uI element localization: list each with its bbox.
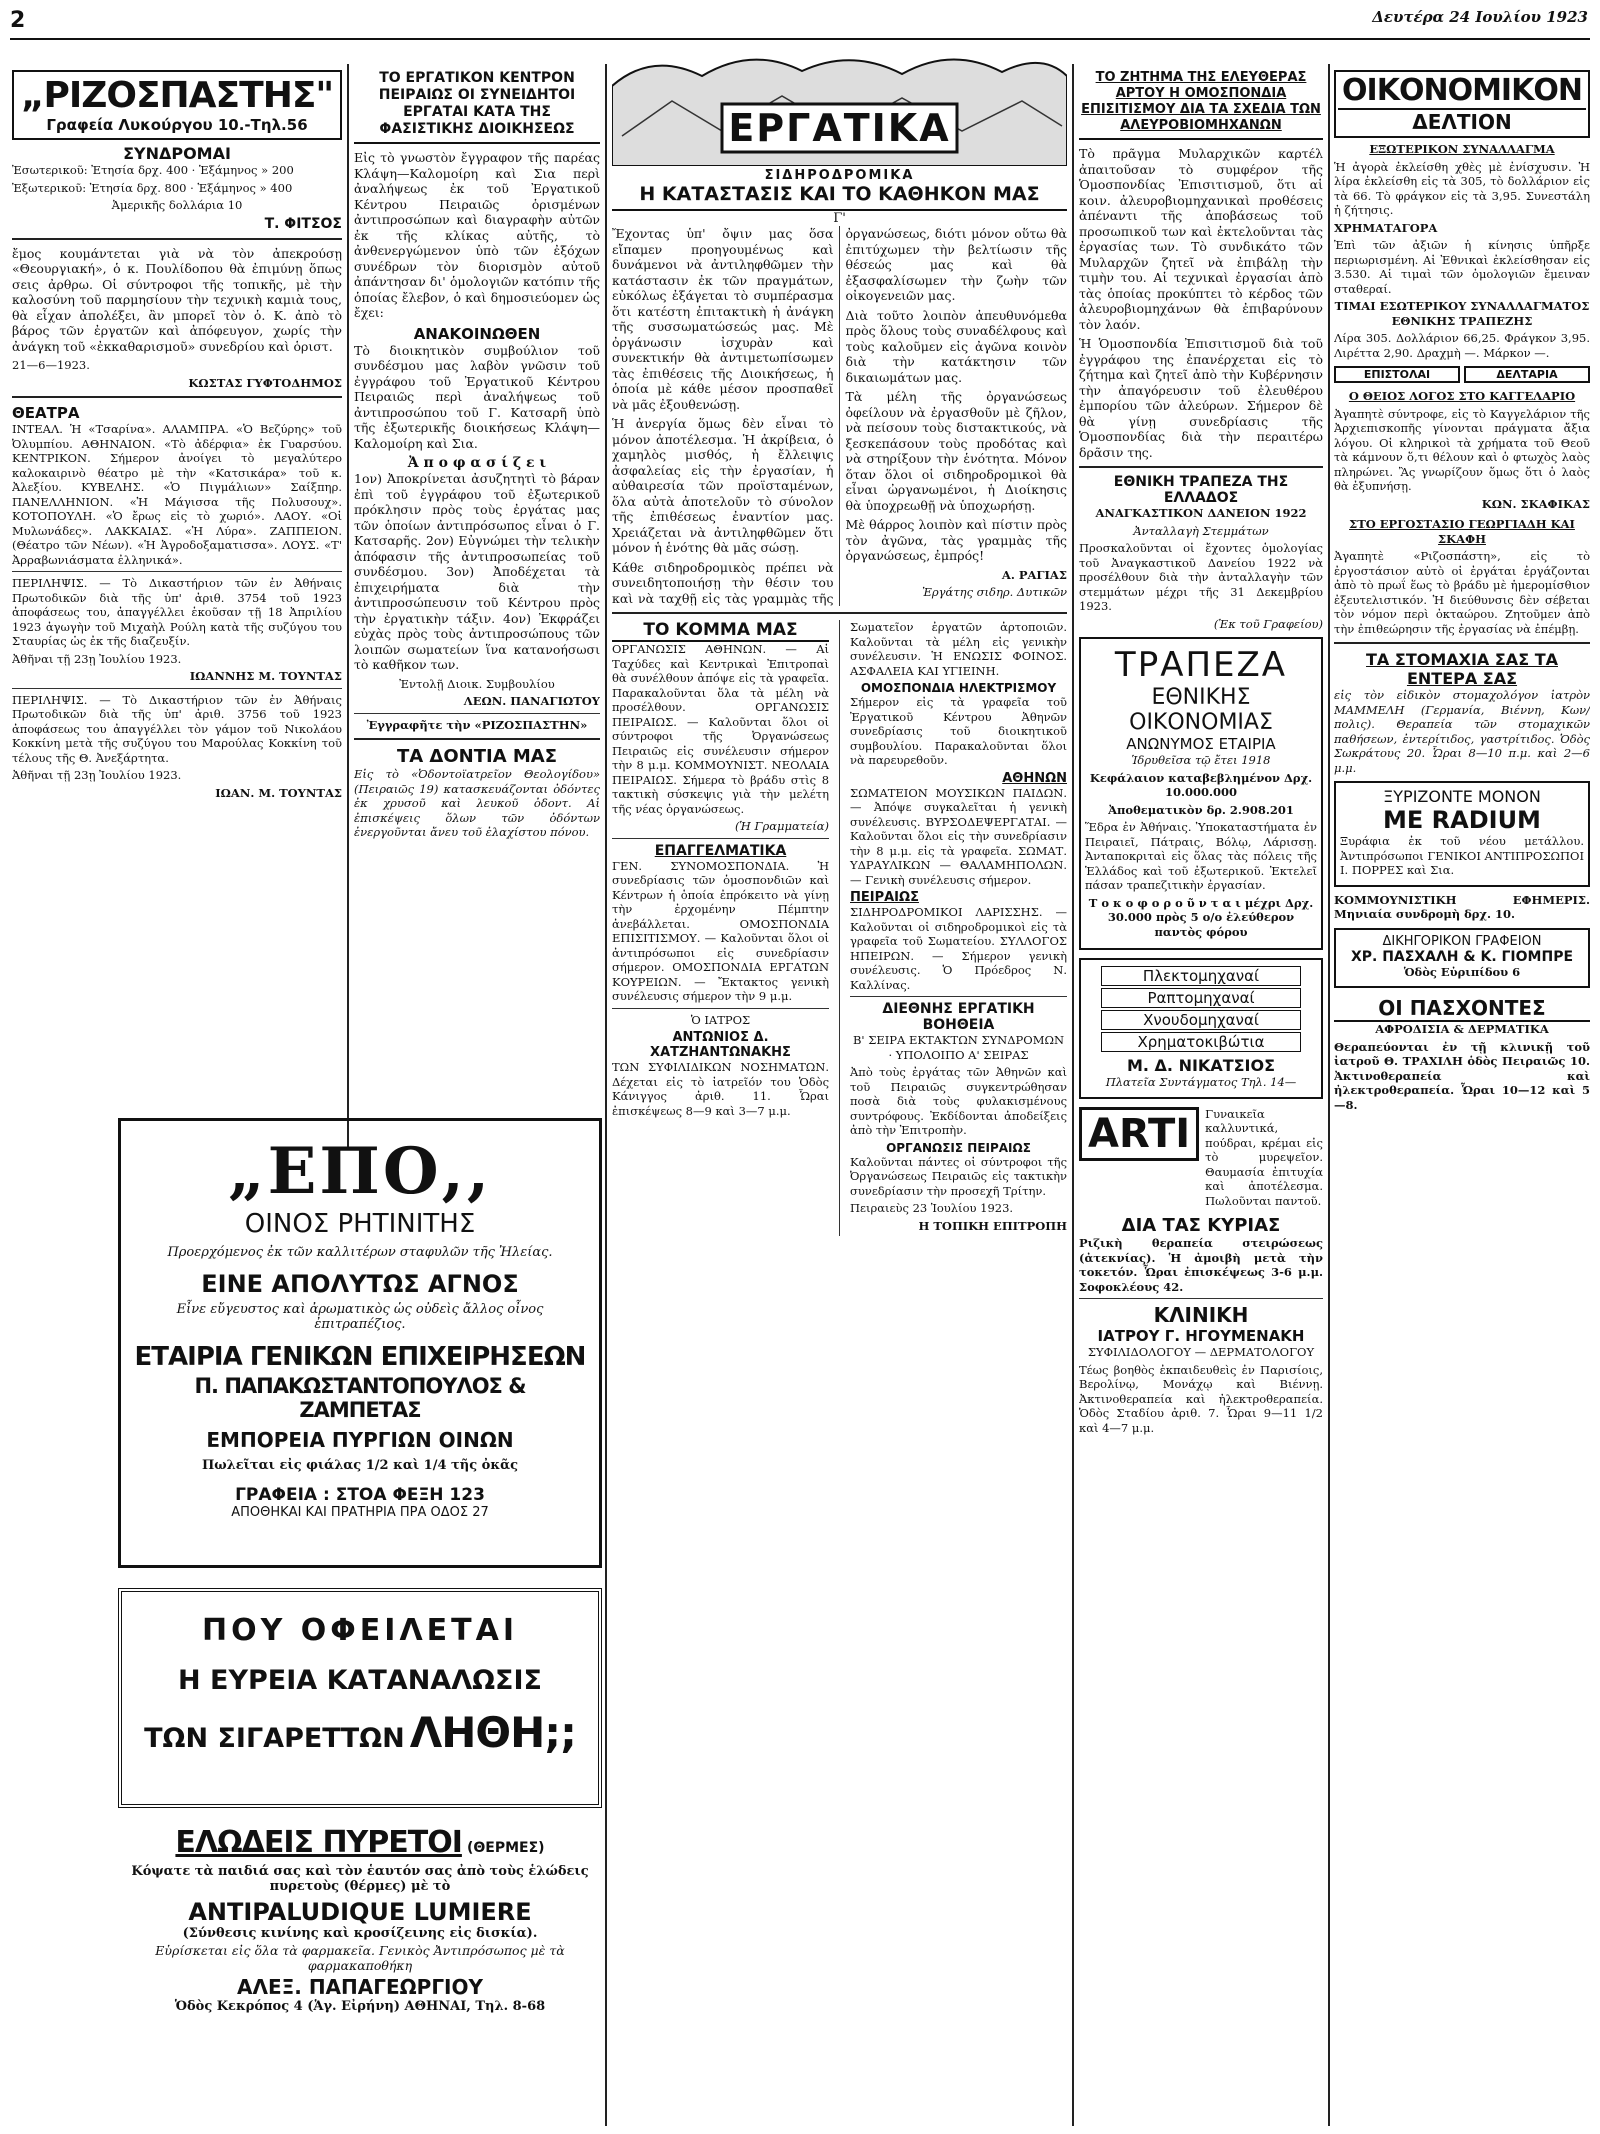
column-rule xyxy=(1072,64,1074,2126)
signature: ΛΕΩΝ. ΠΑΝΑΓΙΩΤΟΥ xyxy=(463,694,600,708)
tab-cards: ΔΕΛΤΑΡΙΑ xyxy=(1464,366,1590,383)
machine-item: Ραπτομηχαναί xyxy=(1101,988,1301,1008)
ad-epo-wine xyxy=(118,1118,602,1568)
ad-lithi-line: ΠΟΥ ΟΦΕΙΛΕΤΑΙ xyxy=(202,1613,518,1648)
organ-text: Καλοῦνται πάντες οἱ σύντροφοι τῆς Ὀργανώσεως Πειραιῶς εἰς τακτικὴν συνεδρίασιν τὴν προσεχῆ Τρίτην. xyxy=(850,1154,1067,1198)
notice-date: Ἀθῆναι τῇ 23ῃ Ἰουλίου 1923. xyxy=(12,768,182,782)
subscription-line: Ἐξωτερικοῦ: Ἐτησία δρχ. 800 · Ἑξάμηνος » 400 xyxy=(12,180,293,195)
ad-epo-company: ΕΤΑΙΡΙΑ ΓΕΝΙΚΩΝ ΕΠΙΧΕΙΡΗΣΕΩΝ xyxy=(134,1342,586,1372)
tab-letters: ΕΠΙΣΤΟΛΑΙ xyxy=(1334,366,1460,383)
masthead-office: Γραφεία Λυκούργου 10.-Τηλ.56 xyxy=(46,116,308,134)
notices-section xyxy=(850,620,1067,1236)
decision-points: 1ον) Ἀποκρίνεται ἀσυζητητὶ τὸ βάραν ἐπὶ τοῦ ἐγγράφου τοῦ ἐξωτερικοῦ πρόκλησιν πρὸς τοὺς ἐργάτας μας τῶν ὁποίων ἀντιπρόσωπος εἶναι ὁ Γ. Κατσαρῆς. 2ον) Εὐγνώμει τὴν τελικὴν ἀπόφασιν τῆς ἀντιπροσωπείας τοῦ συνδέσμου. 3ον) Ἀποδέχεται τὰ ἐπιχειρήματα διὰ τὴν ἀντιπροσώπευσιν τοῦ Κέντρου πρὸς τὴν ἐργατικὴν τάξιν. 4ον) Ἐκφράζει εὐχὰς πρὸς τοὺς ἀντιπροσώπους τῶν λοιπῶν σωματείων ἵνα κατανοήσωσι τὸ καθῆκον των. xyxy=(354,471,600,672)
theatres-list: ΙΝΤΕΑΛ. Ἡ «Τσαρίνα». ΑΛΑΜΠΡΑ. «Ὁ Βεζύρης» τοῦ Ὀλυμπίου. ΑΘΗΝΑΙΟΝ. «Τὸ ἀδέρφια» ἐκ Γυαρσύου. ΚΕΝΤΡΙΚΟΝ. Σήμερον ἀνοίγει τὸ μεγαλύτερο καλοκαιρινὸ θέατρο μὲ τὴν «Κατσικάρα» τοῦ κ. Ἀλεξίου. ΚΥΒΕΛΗΣ. «Ὁ Πιγμάλιων» Σαίξπηρ. ΠΑΝΕΛΛΗΝΙΟΝ. «Ἡ Μάγισσα τῆς Πολυσουχ». ΚΟΤΟΠΟΥΛΗ. «Ὁ ἔρως εἰς τὸ χωριό». ΛΑΟΥ. «Οἱ Μυλωνάδες». ΛΑΚΚΑΙΑΣ. «Ἡ Λύρα». ΖΑΠΠΕΙΟΝ. (Θέατρο τῶν Νέων). «Ἡ Ἀγροδοξαματισσα». ΛΟΥΣ. «Τ' Ἀρραβωνιάσματα ἐλληνικά». xyxy=(12,422,342,567)
lawyer-address: Ὁδὸς Εὐριπίδου 6 xyxy=(1403,964,1521,979)
notice-signature: ΙΩΑΝ. Μ. ΤΟΥΝΤΑΣ xyxy=(215,785,342,800)
article-signature-role: Ἐργάτης σιδηρ. Δυτικῶν xyxy=(922,585,1067,599)
article-paragraph: Διὰ τοῦτο λοιπὸν ἀπευθυνόμεθα πρὸς ὅλους τοὺς συναδέλφους καὶ τοὺς καλοῦμεν εἰς ἀγῶνα κοινὸν διὰ τὴν κατάκτησιν τῶν δικαιωμάτων μας. xyxy=(845,307,1067,385)
patients-text: Θεραπεύονται ἐν τῇ κλινικῇ τοῦ ἰατροῦ Θ. ΤΡΑΧΙΛΗ ὁδὸς Πειραιῶς 10. Ἀκτινοθεραπεία καὶ ἠλεκτροθεραπεία. Ὧραι 10—12 καὶ 5—8. xyxy=(1334,1039,1590,1112)
ad-fever xyxy=(118,1825,602,2014)
bread-paragraph: Τὸ πρᾶγμα Μυλαρχικῶν καρτέλ ἀπαιτοῦσαν τὸ συμφέρον τῆς Ὁμοσπονδίας Ἐπισιτισμοῦ, ὅτι αἱ κοιν. ἀλευροβιομηχανικαὶ προθέσεις ἀπέναντι τῆς ἀποβάσεως τοῦ προσωπικοῦ των καὶ ἐκτελοῦνται τὰς ἐργασίας των. Τὸ συνδικάτο τῶν Μυλαρχῶν ζητεῖ νὰ ἐπιβάλῃ τὴν τιμὴν του. Αἱ τεχνικαὶ ἐργασίαι ἀπὸ τὰς ὁποίας προκύπτει τὸ κέρδος τῶν ἀλευροβιομηχάνων θὰ ἐπιβαρύνουν τὸν λαόν. xyxy=(1079,146,1323,332)
bread-paragraph: Ἡ Ὁμοσπονδία Ἐπισιτισμοῦ διὰ τοῦ ἐγγράφου της ἐπανέρχεται εἰς τὸ ζήτημα καὶ ζητεῖ ἀπὸ τὴν Κυβέρνησιν τὴν ἀπαγόρευσιν τοῦ ἐλευθέρου ἐμπορίου τῶν ἀλεύρων. Σήμερον δὲ θὰ γίνῃ συνεδρίασις τῆς Ὁμοσπονδίας διὰ τὴν περαιτέρω δρᾶσιν της. xyxy=(1079,336,1323,460)
ad-epo-offices: ΓΡΑΦΕΙΑ : ΣΤΟΑ ΦΕΞΗ 123 xyxy=(235,1485,485,1505)
section-label: ΣΙΔΗΡΟΔΡΟΜΙΚΑ xyxy=(764,168,915,183)
doctor-label: Ὁ ΙΑΤΡΟΣ xyxy=(690,1012,751,1027)
lawyer-title: ΔΙΚΗΓΟΡΙΚΟΝ ΓΡΑΦΕΙΟΝ xyxy=(1382,933,1542,949)
lawyer-names: ΧΡ. ΠΑΣΧΑΛΗ & Κ. ΓΙΟΜΠΡΕ xyxy=(1350,948,1574,965)
finance-subtitle: ΔΕΛΤΙΟΝ xyxy=(1338,108,1586,134)
trapeza-capital: Κεφάλαιον καταβεβλημένον Δρχ. 10.000.000 xyxy=(1089,770,1313,799)
aid-title: ΔΙΕΘΝΗΣ ΕΡΓΑΤΙΚΗ ΒΟΗΘΕΙΑ xyxy=(882,1001,1035,1033)
arti-text: Γυναικεῖα καλλυντικά, πούδραι, κρέμαι εἰς τὸ μυρεψεῖον. Θαυμασία ἐπιτυχία καὶ ἀποτέλεσμα. Πωλοῦνται παντοῦ. xyxy=(1205,1106,1323,1208)
ad-fever-line: Κόψατε τὰ παιδιά σας καὶ τὸν ἑαυτόν σας ἀπὸ τοὺς ἑλώδεις πυρετοὺς (θέρμες) μὲ τὸ xyxy=(131,1864,589,1894)
ad-fever-address: Ὁδὸς Κεκρόπος 4 (Ἁγ. Εἰρήνη) ΑΘΗΝΑΙ, Τηλ. 8-68 xyxy=(174,1999,546,2014)
party-signature: (Ἡ Γραμματεία) xyxy=(734,819,830,833)
stock-title: ΧΡΗΜΑΤΑΓΟΡΑ xyxy=(1334,220,1438,235)
trapeza-text: Ἕδρα ἐν Ἀθήναις. Ὑποκαταστήματα ἐν Πειραιεῖ, Πάτραις, Βόλῳ, Λάρισσῃ. Ἀνταποκριταὶ εἰς ὅλας τὰς πόλεις τῆς Ἑλλάδος καὶ τοῦ ἐξωτερικοῦ. Ἐκτελεῖ πάσαν τραπεζιτικὴν ἐργασίαν. xyxy=(1085,820,1317,892)
finance-title: ΟΙΚΟΝΟΜΙΚΟΝ xyxy=(1342,73,1582,108)
machine-item: Χρηματοκιβώτια xyxy=(1101,1032,1301,1052)
article-paragraph: Μὲ θάρρος λοιπὸν καὶ πίστιν πρὸς τὸν ἀγῶνα, τὰς γραμμὰς τῆς ὀργανώσεως, ἐμπρός! xyxy=(845,517,1067,563)
ad-epo-price: Πωλεῖται εἰς φιάλας 1/2 καὶ 1/4 τῆς ὀκᾶς xyxy=(201,1458,519,1473)
ad-fever-title: ΕΛΩΔΕΙΣ ΠΥΡΕΤΟΙ xyxy=(175,1825,462,1860)
ad-lithi-line: ΤΩΝ ΣΙΓΑΡΕΤΤΩΝ xyxy=(144,1723,405,1754)
ad-fever-rep: ΑΛΕΞ. ΠΑΠΑΓΕΩΡΓΙΟΥ xyxy=(237,1975,483,1999)
ad-lithi-brand: ΛΗΘΗ;; xyxy=(409,1708,576,1757)
stock-text: Ἐπὶ τῶν ἀξιῶν ἡ κίνησις ὑπῆρξε περιωρισμένη. Αἱ Ἐθνικαὶ ἐκλείσθησαν εἰς 3.530. Αἱ τιμαὶ τῶν ὁμολογιῶν ἔμειναν σταθεραί. xyxy=(1334,238,1590,296)
article-headline: ΤΟ ΕΡΓΑΤΙΚΟΝ ΚΕΝΤΡΟΝ ΠΕΙΡΑΙΩΣ ΟΙ ΣΥΝΕΙΔΗΤΟΙ ΕΡΓΑΤΑΙ ΚΑΤΑ ΤΗΣ ΦΑΣΙΣΤΙΚΗΣ ΔΙΟΙΚΗΣΕΩΣ xyxy=(354,70,600,144)
director-name: Τ. ΦΙΤΣΟΣ xyxy=(264,215,342,232)
column-6 xyxy=(1334,70,1590,2126)
ladies-title: ΔΙΑ ΤΑΣ ΚΥΡΙΑΣ xyxy=(1121,1215,1281,1236)
ladies-text: Ριζικὴ θεραπεία στειρώσεως (ἀτεκνίας). Ἡ ἀμοιβὴ μετὰ τὴν τοκετόν. Ὧραι ἐπισκέψεως 3-6 μ.μ. Σοφοκλέους 42. xyxy=(1079,1236,1323,1294)
party-title: ΤΟ ΚΟΜΜΑ ΜΑΣ xyxy=(612,620,829,642)
ad-lithi-cigarettes xyxy=(118,1588,602,1808)
radium-line: ΞΥΡΙΖΟΝΤΕ ΜΟΝΟΝ xyxy=(1383,787,1541,806)
komm-notice: ΚΟΜΜΟΥΝΙΣΤΙΚΗ ΕΦΗΜΕΡΙΣ. Μηνιαία συνδρομὴ δρχ. 10. xyxy=(1334,892,1590,921)
article-paragraph: Ἡ ἀνεργία ὅμως δὲν εἶναι τὸ μόνον ἀποτέλεσμα. Ἡ ἀκρίβεια, ὁ χαμηλὸς μισθός, ἡ ἔλλειψις ἀσφαλείας εἰς τὴν ἐργασίαν, ἡ αὐθαιρεσία τῶν προϊσταμένων, ὅλα αὐτὰ ἀποτελοῦν τὸ σύνολον τῆς ἐπιθέσεως ἐναντίον μας. Χρειάζεται νὰ ἀντιληφθῶμεν ὅτι μόνον ἡ ἑνότης θὰ μᾶς σώσῃ. xyxy=(612,416,834,555)
subscription-line: Ἀμερικῆς δολλάρια 10 xyxy=(111,198,243,212)
trapeza-title: ΕΘΝΙΚΗΣ ΟΙΚΟΝΟΜΙΑΣ xyxy=(1129,685,1273,735)
aid-subtitle: Β' ΣΕΙΡΑ ΕΚΤΑΚΤΩΝ ΣΥΝΔΡΟΜΩΝ · ΥΠΟΛΟΙΠΟ Α' ΣΕΙΡΑΣ xyxy=(852,1033,1065,1062)
teeth-text: Εἰς τὸ «Ὀδοντοϊατρεῖον Θεολογίδου» (Πειραιῶς 19) κατασκευάζονται ὀδόντες ἐκ χρυσοῦ καὶ λευκοῦ ὀδοντ. Αἱ ἐπισκέψεις ὅλων τῶν ὀδόντων ἐνεργοῦνται ἄνευ τοῦ ἐλαχίστου πόνου. xyxy=(354,767,600,839)
letters-tabs xyxy=(1334,366,1590,383)
masthead-title: „ΡΙΖΟΣΠΑΣΤΗΣ" xyxy=(20,75,334,116)
ad-radium xyxy=(1334,781,1590,887)
bank-subtitle: Ἀνταλλαγὴ Στεμμάτων xyxy=(1133,523,1269,538)
article-columns xyxy=(612,226,1067,606)
ad-epo-subtitle: ΟΙΝΟΣ ΡΗΤΙΝΙΤΗΣ xyxy=(244,1209,476,1239)
trapeza-founded: Ἱδρυθεῖσα τῷ ἔτει 1918 xyxy=(1131,753,1271,767)
issue-date: Δευτέρα 24 Ιουλίου 1923 xyxy=(1372,8,1588,26)
masthead-box xyxy=(12,70,342,140)
main-headline: Η ΚΑΤΑΣΤΑΣΙΣ ΚΑΙ ΤΟ ΚΑΘΗΚΟΝ ΜΑΣ xyxy=(612,183,1067,211)
letter-text: ἔμος κουμάντεται γιὰ νὰ τὸν ἀπεκρούσῃ «Θεουργιακή», ὁ κ. Πουλίδοπου θὰ ἐπιμύνῃ ὅπως σεις ἀρθρω. Οἱ σύντροφοι τῆς τοπικῆς, μὲ τὴν καλοσύνη τοῦ παρμησίουν τὴν τεχνικὴ καμιὰ τους, θὰ εἶχαν ἀπολέξει, ἂν μπορεῖ τὸν ὁ. Κ. ἀπὸ τὸ βάρος τῶν ἐργατῶν καὶ ἀπόφευγον, χωρίς τὴν ἀνάγκη τοῦ «ἐκκαθαρισμοῦ» συνεδρίου καὶ ὁριστ. xyxy=(12,245,342,354)
notice-date: Ἀθῆναι τῇ 23ῃ Ἰουλίου 1923. xyxy=(12,651,182,666)
ad-epo-line: Προερχόμενος ἐκ τῶν καλλιτέρων σταφυλῶν τῆς Ἠλείας. xyxy=(167,1245,553,1260)
ad-fever-subtitle: (ΘΕΡΜΕΣ) xyxy=(466,1840,545,1856)
article-paragraph: Τὰ μέλη τῆς ὀργανώσεως ὀφείλουν νὰ ἐργασθοῦν μὲ ζῆλον, νὰ πείσουν τοὺς διστακτικούς, νὰ ξεσκεπάσουν τοὺς προδότας καὶ νὰ στηρίξουν τὴν ἑνότητα. Μόνον ὅταν ὅλοι οἱ σιδηροδρομικοὶ θὰ εἶναι ὠργανωμένοι, ἡ Διοίκησις θὰ ὑποχρεωθῇ νὰ ὑποχωρήσῃ. xyxy=(845,389,1067,513)
ad-fever-line: (Σύνθεσις κινίνης καὶ κροσίζεινης εἰς δισκία). xyxy=(182,1926,538,1941)
letter-date: 21—6—1923. xyxy=(12,358,90,372)
bread-headline: ΤΟ ΖΗΤΗΜΑ ΤΗΣ ΕΛΕΥΘΕΡΑΣ ΑΡΤΟΥ Η ΟΜΟΣΠΟΝΔΙΑ ΕΠΙΣΙΤΙΣΜΟΥ ΔΙΑ ΤΑ ΣΧΕΔΙΑ ΤΩΝ ΑΛΕΥΡΟΒΙΟΜΗΧΑΝΩΝ xyxy=(1079,70,1323,140)
notice-text: Σωματεῖον ἐργατῶν ἀρτοποιῶν. Καλοῦνται τὰ μέλη εἰς γενικὴν συνέλευσιν. Ἡ ΕΝΩΣΙΣ ΦΟΙΝΟΣ. ΑΣΦΑΛΕΙΑ ΚΑΙ ΥΓΙΕΙΝΗ. xyxy=(850,620,1067,678)
ad-arti xyxy=(1079,1107,1323,1212)
prof-text: ΓΕΝ. ΣΥΝΟΜΟΣΠΟΝΔΙΑ. Ἡ συνεδρίασις τῶν ὁμοσπονδιῶν καὶ Κέντρων ἡ ὁποία ἐπρόκειτο νὰ γίνῃ τὴν ἐρχομένην Πέμπτην ἀνεβάλλεται. ΟΜΟΣΠΟΝΔΙΑ ΕΠΙΣΙΤΙΣΜΟΥ. — Καλοῦνται ὅλοι οἱ ἀντιπρόσωποι εἰς συνεδρίασιν σήμερον. ΟΜΟΣΠΟΝΔΙΑ ΕΡΓΑΤΩΝ ΚΟΥΡΕΙΩΝ. — Ἔκτακτος γενικὴ συνέλευσις σήμερον τὴν 9 μ.μ. xyxy=(612,858,830,1003)
notice-title: ΟΜΟΣΠΟΝΔΙΑ ΗΛΕΚΤΡΙΣΜΟΥ xyxy=(860,681,1057,695)
workers-text: Ἀγαπητὲ «Ριζοσπάστη», εἰς τὸ ἐργοστάσιον αὐτὸ οἱ ἐργάται ἐργάζονται ἀπὸ τὸ πρωΐ ἕως τὸ βράδυ μὲ ἡμερομίσθιον ἐξευτελιστικόν. Ἡ διεύθυνσις δὲν σέβεται τὸν νόμον περὶ ὀκταώρου. Ζητοῦμεν ἀπὸ τὴν ἐπιθεώρησιν τῆς ἐργασίας νὰ ἐπέμβῃ. xyxy=(1334,549,1590,636)
subscriptions-title: ΣΥΝΔΡΟΜΑΙ xyxy=(123,144,231,163)
notice-text: Σήμερον εἰς τὰ γραφεῖα τοῦ Ἐργατικοῦ Κέντρου Ἀθηνῶν συνεδρίασις τοῦ διοικητικοῦ συμβουλίου. Παρακαλοῦνται ὅλοι νὰ παρευρεθοῦν. xyxy=(850,695,1067,767)
page-number: 2 xyxy=(10,8,26,33)
patients-title: ΟΙ ΠΑΣΧΟΝΤΕΣ xyxy=(1334,996,1590,1022)
enroll-notice: Ἐγγραφῆτε τὴν «ΡΙΖΟΣΠΑΣΤΗΝ» xyxy=(366,717,588,732)
ad-fever-brand: ANTIPALUDIQUE LUMIERE xyxy=(188,1898,532,1926)
banner-title: ΕΡΓΑΤΙΚΑ xyxy=(728,106,951,150)
bank-subtitle: ΑΝΑΓΚΑΣΤΙΚΟΝ ΔΑΝΕΙΟΝ 1922 xyxy=(1095,506,1307,520)
workers-title: ΣΤΟ ΕΡΓΟΣΤΑΣΙΟ ΓΕΩΡΓΙΑΔΗ ΚΑΙ ΣΚΑΦΗ xyxy=(1349,517,1575,546)
notice-title: ΠΕΙΡΑΙΩΣ xyxy=(850,890,919,905)
ad-epo-pure: ΕΙΝΕ ΑΠΟΛΥΤΩΣ ΑΓΝΟΣ xyxy=(201,1270,519,1298)
ad-trapeza xyxy=(1079,637,1323,950)
column-1 xyxy=(12,70,342,1150)
machine-item: Χνουδομηχαναί xyxy=(1101,1010,1301,1030)
announcement-body: Τὸ διοικητικὸν συμβούλιον τοῦ συνδέσμου μας λαβὸν γνῶσιν τοῦ ἐγγράφου τοῦ Ἐργατικοῦ Κέντρου Πειραιῶς περὶ ἀναλήψεως τοῦ ἀντιπροσώπου τοῦ Γ. Κατσαρῆ ὑπὸ τῆς ἐξωτερικῆς διοικήσεως Κλάψη—Καλομοίρη καὶ Σια. xyxy=(354,342,600,451)
trapeza-subtitle: ΑΝΩΝΥΜΟΣ ΕΤΑΙΡΙΑ xyxy=(1126,735,1276,753)
notice-title: ΑΘΗΝΩΝ xyxy=(1002,770,1067,786)
exchange-title: ΕΞΩΤΕΡΙΚΟΝ ΣΥΝΑΛΛΑΓΜΑ xyxy=(1369,142,1555,156)
clinic-specialty: ΣΥΦΙΛΙΔΟΛΟΓΟΥ — ΔΕΡΜΑΤΟΛΟΓΟΥ xyxy=(1087,1345,1315,1359)
trapeza-reserve: Ἀποθεματικὸν δρ. 2.908.201 xyxy=(1108,802,1294,817)
party-text: ΟΡΓΑΝΩΣΙΣ ΑΘΗΝΩΝ. — Αἱ Ταχύδες καὶ Κεντρικαὶ Ἐπιτροπαὶ θὰ συνέλθουν ἀπόψε εἰς τὰ γραφεῖα. Παρακαλοῦνται ὅλα τὰ μέλη νὰ προσέλθουν. ΟΡΓΑΝΩΣΙΣ ΠΕΙΡΑΙΩΣ. — Καλοῦνται ὅλοι οἱ σύντροφοι τῆς Ὀργανώσεως Πειραιῶς εἰς συνέλευσιν σήμερον τὴν 8 μ.μ. ΚΟΜΜΟΥΝΙΣΤ. ΝΕΟΛΑΙΑ ΠΕΙΡΑΙΩΣ. Σήμερα τὸ βράδυ στὶς 8 τακτικὴ σύσκεψις γιὰ τὴν μελέτη τῆς νέας ὀργανώσεως. xyxy=(612,642,830,816)
signature-label: Ἐντολῇ Διοικ. Συμβουλίου xyxy=(399,676,555,691)
bank-title: ΕΘΝΙΚΗ ΤΡΑΠΕΖΑ ΤΗΣ ΕΛΛΑΔΟΣ xyxy=(1113,474,1289,506)
organ-title: ΟΡΓΑΝΩΣΙΣ ΠΕΙΡΑΙΩΣ xyxy=(886,1140,1031,1155)
ad-epo-line: Εἶνε εὔγευστος καὶ ἀρωματικὸς ὡς οὐδεὶς ἄλλος οἶνος ἐπιτραπέζιος. xyxy=(176,1302,544,1332)
column-2 xyxy=(354,70,600,1150)
ad-epo-depots: ΑΠΟΘΗΚΑΙ ΚΑΙ ΠΡΑΤΗΡΙΑ ΠΡΑ ΟΔΟΣ 27 xyxy=(231,1505,489,1520)
notice-text: ΣΙΔΗΡΟΔΡΟΜΙΚΟΙ ΛΑΡΙΣΣΗΣ. — Καλοῦνται οἱ σιδηροδρομικοὶ εἰς τὰ γραφεῖα τοῦ Σωματείου. ΣΥΛΛΟΓΟΣ ΗΠΕΙΡΩΝ. — Σήμερον γενικὴ συνέλευσις. Ὁ Πρόεδρος Ν. Καλλίνας. xyxy=(850,905,1067,992)
exchange-text: Ἡ ἀγορὰ ἐκλείσθη χθὲς μὲ ἐνίσχυσιν. Ἡ λίρα ἐκλείσθη εἰς τὰ 305, τὸ δολλάριον εἰς τὰ 66. Τὸ φράγκον εἰς τὰ 3,95. Συνεστάλη ἡ ζήτησις. xyxy=(1334,159,1590,217)
letter-signature: ΚΩΣΤΑΣ ΓΥΦΤΟΔΗΜΟΣ xyxy=(188,375,342,390)
patients-subtitle: ΑΦΡΟΔΙΣΙΑ & ΔΕΡΜΑΤΙΚΑ xyxy=(1375,1022,1549,1036)
letters-title: Ο ΘΕΙΟΣ ΛΟΓΟΣ ΣΤΟ ΚΑΓΓΕΛΑΡΙΟ xyxy=(1348,389,1576,403)
machine-seller: Μ. Δ. ΝΙΚΑΤΣΙΟΣ xyxy=(1126,1056,1276,1075)
ad-lawyer xyxy=(1334,928,1590,989)
article-paragraph: Ἔχοντας ὑπ' ὄψιν μας ὅσα εἴπαμεν προηγουμένως καὶ δυνάμενοι νὰ ἀντιληφθῶμεν τὴν κατάστασιν ἐκ τῶν πραγμάτων, εὐκόλως ἐξάγεται τὸ συμπέρασμα ὅτι κατέστη ἐπιτακτικὴ ἡ ἀνάγκη τῆς συσσωματώσεώς μας. Μὲ ὀργάνωσιν ἰσχυρὰν καὶ συνεκτικήν θὰ ἀντιμετωπίσωμεν τὰς ἐπιθέσεις τῆς Διοικήσεως, ἡ ὁποία μὲ κάθε μέσον προσπαθεῖ νὰ μᾶς ἐξουθενώσῃ. xyxy=(612,226,834,412)
radium-brand: ME RADIUM xyxy=(1383,806,1541,834)
column-rule xyxy=(1328,64,1330,2126)
party-section xyxy=(612,620,829,1236)
ad-fever-line: Εὑρίσκεται εἰς ὅλα τὰ φαρμακεῖα. Γενικὸς Ἀντιπρόσωπος μὲ τὰ φαρμακαποθήκη xyxy=(155,1943,565,1973)
ergatika-banner xyxy=(612,46,1067,166)
machine-item: Πλεκτομηχαναί xyxy=(1101,966,1301,986)
decision-label: Ἀ π ο φ α σ ί ζ ε ι xyxy=(407,455,547,471)
ad-machines xyxy=(1079,958,1323,1099)
notice-signature: ΙΩΑΝΝΗΣ Μ. ΤΟΥΝΤΑΣ xyxy=(189,669,342,683)
organ-date: Πειραιεὺς 23 Ἰουλίου 1923. xyxy=(850,1201,1014,1215)
rates-title: ΤΙΜΑΙ ΕΣΩΤΕΡΙΚΟΥ ΣΥΝΑΛΛΑΓΜΑΤΟΣ ΕΘΝΙΚΗΣ ΤΡΑΠΕΖΗΣ xyxy=(1334,299,1590,328)
doctor-name: ΑΝΤΩΝΙΟΣ Δ. ΧΑΤΖΗΑΝΤΩΝΑΚΗΣ xyxy=(650,1030,791,1060)
aid-text: Ἀπὸ τοὺς ἐργάτας τῶν Ἀθηνῶν καὶ τοῦ Πειραιῶς συγκεντρώθησαν ποσὰ διὰ τοὺς φυλακισμένους συντρόφους. Ἐκδίδονται ἀποδείξεις ἀπὸ τὴν Ἐπιτροπὴν. xyxy=(850,1065,1067,1137)
stomach-text: εἰς τὸν εἰδικὸν στομαχολόγον ἰατρὸν ΜΑΜΜΕΛΗ (Γερμανία, Βιέννη, Κων/πολις). Θεραπεία τῶν στομαχικῶν παθήσεων, ἐντερίτιδος, γαστρίτιδος. Ὁδὸς Σωκράτους 20. Ὧραι 8—10 π.μ. καὶ 2—6 μ.μ. xyxy=(1334,688,1590,775)
column-5 xyxy=(1079,70,1323,2126)
legal-notice: ΠΕΡΙΛΗΨΙΣ. — Τὸ Δικαστήριον τῶν ἐν Ἀθήναις Πρωτοδικῶν διὰ τῆς ὑπ' ἀριθ. 3756 τοῦ 1923 ἀποφάσεως του ἀπαγγέλλει τὸν γάμον τοῦ Νικολάου Κοκκίνη μετὰ τῆς συζύγου του Μαρούλας Κοκκίνη τοῦ τέλους τῆς Θ. Ἀνεξάρτητα. xyxy=(12,692,342,765)
trapeza-title: ΤΡΑΠΕΖΑ xyxy=(1114,645,1288,685)
ad-epo-owners: Π. ΠΑΠΑΚΩΣΤΑΝΤΟΠΟΥΛΟΣ & ΖΑΜΠΕΤΑΣ xyxy=(194,1374,526,1422)
letters-text: Ἀγαπητὲ σύντροφε, εἰς τὸ Καγγελάριον τῆς Ἀρχιεπισκοπῆς γίνονται πράγματα ἄξια λόγου. Οἱ κληρικοὶ τὰ χρήματα τοῦ Θεοῦ τὰ κάμνουν ὅ,τι θέλουν καὶ ὁ φτωχὸς λαὸς πληρώνει. Ἂς γνωρίζουν ὅμως ὅτι ὁ λαὸς θὰ ἐξυπνήσῃ. xyxy=(1334,406,1590,493)
doctor-text: ΤΩΝ ΣΥΦΙΛΙΔΙΚΩΝ ΝΟΣΗΜΑΤΩΝ. Δέχεται εἰς τὸ ἰατρεῖόν του Ὁδὸς Κάνιγγος ἀριθ. 11. Ὧραι ἐπισκέψεως 8—9 καὶ 3—7 μ.μ. xyxy=(612,1060,830,1118)
notice-text: ΣΩΜΑΤΕΙΟΝ ΜΟΥΣΙΚΩΝ ΠΑΙΔΩΝ. — Ἀπόψε συγκαλεῖται ἡ γενικὴ συνέλευσις. ΒΥΡΣΟΔΕΨΕΡΓΑΤΑΙ. — Καλοῦνται ὅλοι εἰς τὴν συνεδρίασιν τὴν 8 μ.μ. εἰς τὰ γραφεῖα. ΣΩΜΑΤ. ΥΔΡΑΥΛΙΚΩΝ — ΘΑΛΑΜΗΠΟΛΩΝ. — Γενικὴ συνέλευσις σήμερον. xyxy=(850,785,1067,887)
trapeza-deposits: Τ ο κ ο φ ο ρ ο ῦ ν τ α ι μέχρι Δρχ. 30.000 πρὸς 5 ο/ο ἐλεύθερον παντὸς φόρου xyxy=(1088,895,1314,939)
machine-address: Πλατεῖα Συντάγματος Τηλ. 14— xyxy=(1105,1075,1297,1089)
arti-brand: ARTI xyxy=(1079,1107,1199,1161)
clinic-title: ΚΛΙΝΙΚΗ xyxy=(1153,1303,1249,1327)
article-signature: Α. ΡΑΓΙΑΣ xyxy=(1001,567,1067,582)
ad-epo-trade: ΕΜΠΟΡΕΙΑ ΠΥΡΓΙΩΝ ΟΙΝΩΝ xyxy=(206,1428,514,1452)
clinic-doctor: ΙΑΤΡΟΥ Γ. ΗΓΟΥΜΕΝΑΚΗ xyxy=(1097,1327,1305,1345)
bank-text: Προσκαλοῦνται οἱ ἔχοντες ὁμολογίας τοῦ Ἀναγκαστικοῦ Δανείου 1922 νὰ προσέλθουν διὰ τὴν ἀνταλλαγὴν τῶν στεμμάτων μέχρι τῆς 31 Δεκεμβρίου 1923. xyxy=(1079,541,1323,613)
column-rule xyxy=(605,64,607,2126)
part-mark: Γ' xyxy=(833,211,846,226)
organ-signature: Η ΤΟΠΙΚΗ ΕΠΙΤΡΟΠΗ xyxy=(918,1218,1067,1233)
announcement-title: ΑΝΑΚΟΙΝΩΘΕΝ xyxy=(413,324,541,343)
ad-lithi-line: Η ΕΥΡΕΙΑ ΚΑΤΑΝΑΛΩΣΙΣ xyxy=(178,1665,542,1696)
stomach-title: ΤΑ ΣΤΟΜΑΧΙΑ ΣΑΣ ΤΑ ΕΝΤΕΡΑ ΣΑΣ xyxy=(1366,650,1558,688)
article-paragraph: Κάθε σιδηροδρομικὸς πρέπει νὰ συνειδητοποιήσῃ τὴν θέσιν του καὶ νὰ ταχθῇ εἰς τὰς γραμμὰς τῆς ὀργανώσεως, διότι μόνον οὕτω θὰ ἐπιτύχωμεν τὴν βελτίωσιν τῆς θέσεώς μας καὶ θὰ ἐξασφαλίσωμεν τὴν ζωὴν τῶν οἰκογενειῶν μας. xyxy=(612,226,1067,606)
clinic-text: Τέως βοηθὸς ἐκπαιδευθεὶς ἐν Παρισίοις, Βερολίνῳ, Μονάχῳ καὶ Βιέννῃ. Ἀκτινοθεραπεία καὶ ἠλεκτροθεραπεία. Ὁδὸς Σταδίου ἀριθ. 7. Ὧραι 9—11 1/2 καὶ 4—7 μ.μ. xyxy=(1079,1362,1323,1435)
article-intro: Εἰς τὸ γνωστὸν ἔγγραφον τῆς παρέας Κλάψη—Καλομοίρη καὶ Σια περὶ ἀναλήψεως ἐκ τοῦ Ἐργατικοῦ Κέντρου Πειραιῶς ὁρισμένων ἀντιπροσώπων καὶ διαγραφὴν αὐτῶν ἐκ τῆς κλίκας αὐτῆς, τὸ ἀνθενεργώμενον ὑπὸ τῶν ἐξόχων συνέδρων τὸν διορισμὸν αὐτοῦ ἀπάντησαν δι' ὁμολογιῶν κατόπιν τῆς ὁποίας ἔλεβον, ὁ καὶ δημοσιεύομεν ὡς ἔχει: xyxy=(354,150,600,320)
finance-masthead xyxy=(1334,70,1590,138)
subscription-line: Ἐσωτερικοῦ: Ἐτησία δρχ. 400 · Ἑξάμηνος » 200 xyxy=(12,163,294,177)
teeth-title: ΤΑ ΔΟΝΤΙΑ ΜΑΣ xyxy=(396,746,558,767)
inner-rule xyxy=(839,620,840,1236)
column-rule xyxy=(347,64,349,1149)
prof-title: ΕΠΑΓΓΕΛΜΑΤΙΚΑ xyxy=(654,842,787,859)
bank-signature: (Ἐκ τοῦ Γραφείου) xyxy=(1213,616,1323,631)
column-3 xyxy=(612,168,1067,2126)
ad-epo-title: „ΕΠΟ,, xyxy=(227,1134,493,1209)
radium-text: Ξυράφια ἐκ τοῦ νέου μετάλλου. Ἀντιπρόσωποι ΓΕΝΙΚΟΙ ΑΝΤΙΠΡΟΣΩΠΟΙ Ι. ΠΟΡΡΕΣ καὶ Σια. xyxy=(1340,834,1584,877)
rates-text: Λίρα 305. Δολλάριον 66,25. Φράγκον 3,95. Λιρέττα 2,90. Δραχμὴ —. Μάρκον —. xyxy=(1334,331,1590,360)
legal-notice: ΠΕΡΙΛΗΨΙΣ. — Τὸ Δικαστήριον τῶν ἐν Ἀθήναις Πρωτοδικῶν διὰ τῆς ὑπ' ἀριθ. 3754 τοῦ 1923 ἀποφάσεως του, ἀπαγγέλλει ἑκοῦσαν τῇ 18 Ἀπριλίου 1923 ἀγωγὴν τοῦ Μιχαὴλ Ρούλη κατὰ τῆς συζύγου του Σταυρίας ὡς ἐκ τῆς διαζευξίν. xyxy=(12,576,342,648)
top-rule xyxy=(10,38,1590,40)
letters-signature: ΚΩΝ. ΣΚΑΦΙΚΑΣ xyxy=(1481,496,1590,511)
theatres-title: ΘΕΑΤΡΑ xyxy=(12,404,80,422)
